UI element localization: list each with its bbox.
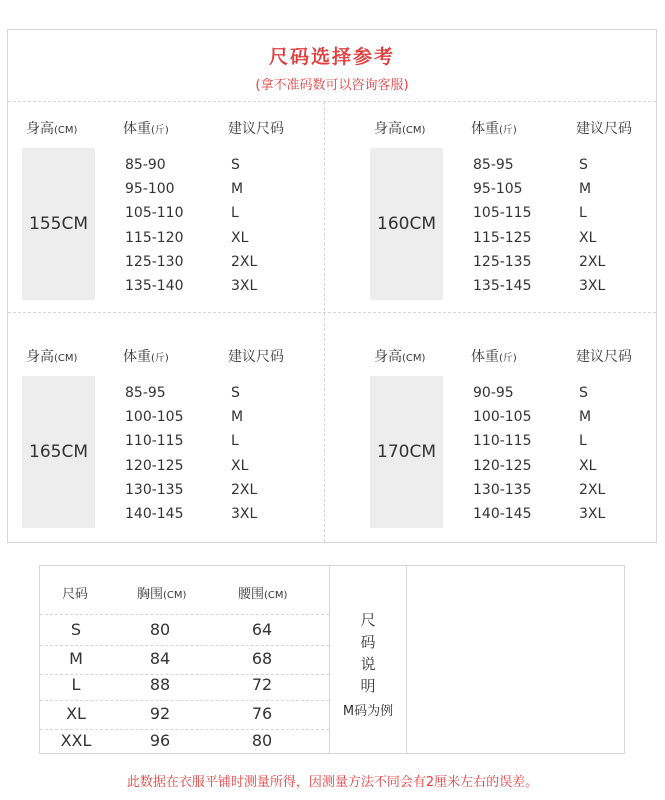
divider-vertical bbox=[324, 102, 325, 542]
suggested-size: S bbox=[579, 157, 588, 173]
header-weight: 体重(斤) bbox=[471, 349, 517, 365]
weight-range: 100-105 bbox=[125, 409, 184, 426]
suggested-size: M bbox=[579, 181, 592, 198]
row-size: XXL bbox=[60, 731, 92, 750]
header-height: 身高(CM) bbox=[26, 349, 78, 365]
row-chest: 80 bbox=[149, 620, 171, 639]
suggested-size: S bbox=[231, 385, 240, 401]
suggested-size: S bbox=[231, 157, 240, 173]
header-height: 身高(CM) bbox=[374, 349, 426, 365]
suggested-size: 3XL bbox=[579, 505, 606, 522]
suggested-size: 2XL bbox=[231, 481, 258, 498]
header-weight: 体重(斤) bbox=[123, 121, 169, 137]
weight-range: 130-135 bbox=[125, 481, 184, 498]
header-chest: 胸围(CM) bbox=[137, 587, 187, 602]
header-size: 建议尺码 bbox=[576, 349, 632, 365]
suggested-size: 3XL bbox=[231, 505, 258, 522]
size-column bbox=[579, 381, 605, 526]
weight-range: 105-110 bbox=[125, 205, 184, 222]
size-column bbox=[231, 153, 257, 298]
weight-range: 115-125 bbox=[473, 229, 532, 246]
height-value: 165CM bbox=[22, 376, 95, 528]
row-chest: 96 bbox=[149, 731, 171, 750]
header-waist: 腰围(CM) bbox=[238, 587, 288, 602]
suggested-size: L bbox=[231, 433, 239, 450]
weight-range: 125-130 bbox=[125, 253, 184, 270]
suggested-size: M bbox=[231, 181, 244, 198]
header-height: 身高(CM) bbox=[26, 121, 78, 137]
row-size: M bbox=[69, 649, 83, 668]
height-value: 170CM bbox=[370, 376, 443, 528]
weight-range: 120-125 bbox=[125, 457, 184, 474]
height-value: 155CM bbox=[22, 148, 95, 300]
weight-range: 110-115 bbox=[473, 433, 532, 450]
suggested-size: 2XL bbox=[579, 481, 606, 498]
row-divider bbox=[40, 729, 329, 730]
note-title: 尺 码 说 明 bbox=[360, 611, 376, 695]
suggested-size: L bbox=[579, 205, 587, 222]
weight-range: 85-95 bbox=[473, 157, 514, 173]
weight-column bbox=[473, 381, 532, 526]
weight-column bbox=[125, 381, 184, 526]
row-waist: 68 bbox=[251, 649, 273, 668]
size-column bbox=[231, 381, 257, 526]
row-chest: 92 bbox=[149, 704, 171, 723]
row-waist: 72 bbox=[251, 675, 273, 694]
weight-range: 110-115 bbox=[125, 433, 184, 450]
title-area bbox=[8, 30, 656, 102]
weight-range: 135-145 bbox=[473, 277, 532, 294]
suggested-size: L bbox=[579, 433, 587, 450]
header-weight: 体重(斤) bbox=[471, 121, 517, 137]
weight-column bbox=[125, 153, 184, 298]
page-subtitle: (拿不准码数可以咨询客服) bbox=[255, 78, 409, 93]
weight-range: 85-95 bbox=[125, 385, 166, 401]
weight-range: 95-105 bbox=[473, 181, 523, 198]
suggested-size: L bbox=[231, 205, 239, 222]
weight-range: 130-135 bbox=[473, 481, 532, 498]
header-size: 建议尺码 bbox=[228, 121, 284, 137]
suggested-size: 3XL bbox=[579, 277, 606, 294]
measurement-table bbox=[39, 565, 625, 754]
weight-range: 100-105 bbox=[473, 409, 532, 426]
page-title: 尺码选择参考 bbox=[268, 46, 395, 68]
suggested-size: 3XL bbox=[231, 277, 258, 294]
weight-range: 90-95 bbox=[473, 385, 514, 401]
weight-range: 140-145 bbox=[125, 505, 184, 522]
size-column bbox=[579, 153, 605, 298]
row-size: XL bbox=[66, 704, 86, 723]
table-header-divider bbox=[40, 614, 329, 615]
weight-range: 120-125 bbox=[473, 457, 532, 474]
height-value: 160CM bbox=[370, 148, 443, 300]
header-height: 身高(CM) bbox=[374, 121, 426, 137]
row-waist: 64 bbox=[251, 620, 273, 639]
weight-range: 140-145 bbox=[473, 505, 532, 522]
row-size: L bbox=[71, 675, 81, 694]
row-size: S bbox=[70, 620, 82, 639]
row-chest: 88 bbox=[149, 675, 171, 694]
suggested-size: 2XL bbox=[579, 253, 606, 270]
row-waist: 80 bbox=[251, 731, 273, 750]
suggested-size: XL bbox=[579, 229, 597, 246]
row-divider bbox=[40, 645, 329, 646]
size-block-160 bbox=[355, 101, 665, 329]
suggested-size: 2XL bbox=[231, 253, 258, 270]
size-block-165 bbox=[7, 329, 319, 557]
suggested-size: XL bbox=[231, 457, 249, 474]
row-divider bbox=[40, 700, 329, 701]
size-note bbox=[329, 566, 407, 753]
suggested-size: M bbox=[579, 409, 592, 426]
suggested-size: XL bbox=[231, 229, 249, 246]
size-block-170 bbox=[355, 329, 665, 557]
header-size: 尺码 bbox=[62, 587, 89, 602]
row-waist: 76 bbox=[251, 704, 273, 723]
weight-range: 95-100 bbox=[125, 181, 175, 198]
header-weight: 体重(斤) bbox=[123, 349, 169, 365]
row-chest: 84 bbox=[149, 649, 171, 668]
size-block-155 bbox=[7, 101, 319, 329]
weight-range: 115-120 bbox=[125, 229, 184, 246]
suggested-size: M bbox=[231, 409, 244, 426]
header-size: 建议尺码 bbox=[576, 121, 632, 137]
weight-range: 85-90 bbox=[125, 157, 166, 173]
weight-range: 125-135 bbox=[473, 253, 532, 270]
footer-note: 此数据在衣服平铺时测量所得，因测量方法不同会有2厘米左右的误差。 bbox=[126, 775, 539, 790]
weight-range: 105-115 bbox=[473, 205, 532, 222]
weight-column bbox=[473, 153, 532, 298]
note-example: M码为例 bbox=[342, 704, 394, 719]
suggested-size: XL bbox=[579, 457, 597, 474]
suggested-size: S bbox=[579, 385, 588, 401]
header-size: 建议尺码 bbox=[228, 349, 284, 365]
weight-range: 135-140 bbox=[125, 277, 184, 294]
